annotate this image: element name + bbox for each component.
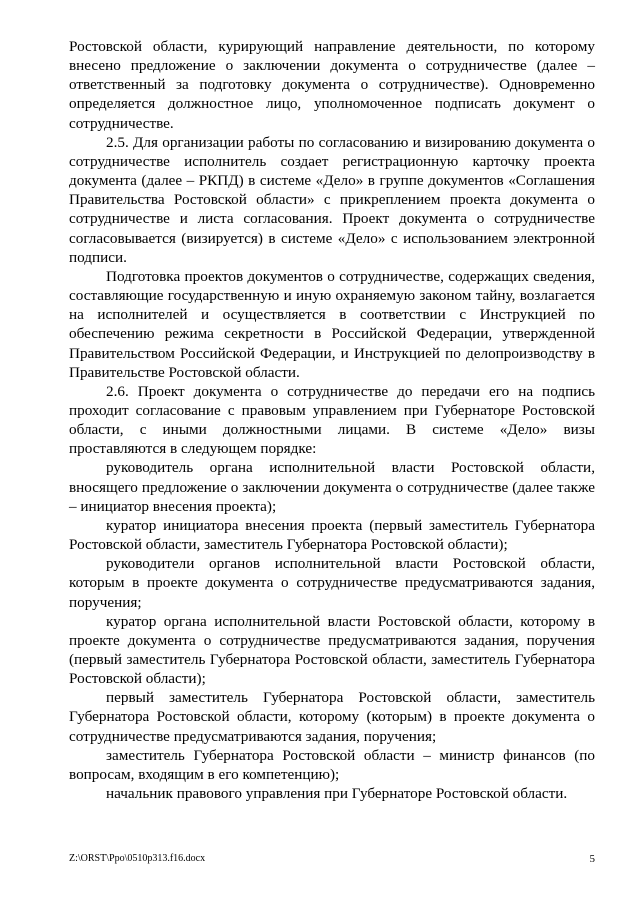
page-number: 5 (589, 853, 595, 865)
document-body (69, 37, 595, 803)
paragraph: 2.6. Проект документа о сотрудничестве до передачи его на подпись проходит согласование с правовым управлением при Губернаторе Ростовской области, с иными должностными лицами. В системе «Дело» визы проставляются в следующем порядке: (69, 382, 595, 458)
paragraph: руководитель органа исполнительной власти Ростовской области, вносящего предложение о заключении документа о сотрудничестве (далее также – инициатор внесения проекта); (69, 459, 595, 515)
paragraph: куратор органа исполнительной власти Ростовской области, которому в проекте документа о сотрудничестве предусматриваются задания, поручения (первый заместитель Губернатора Ростовской области, заместитель Губернатора Ростовской области); (69, 612, 595, 688)
paragraph: Подготовка проектов документов о сотрудничестве, содержащих сведения, составляющие государственную и иную охраняемую законом тайну, возлагается на исполнителей и осуществляется в соответствии с Инструкцией по обеспечению режима секретности в Российской Федерации, утвержденной Правительством Российской Федерации, и Инструкцией по делопроизводству в Правительстве Ростовской области. (69, 267, 595, 381)
footer-file-path: Z:\ORST\Ppo\0510p313.f16.docx (69, 853, 206, 864)
paragraph: начальник правового управления при Губернаторе Ростовской области. (106, 785, 568, 803)
paragraph: Ростовской области, курирующий направление деятельности, по которому внесено предложение о заключении документа о сотрудничестве (далее – ответственный за подготовку документа о сотрудничестве). Одновременно определяется должностное лицо, уполномоченное подписать документ о сотрудничестве. (69, 38, 595, 132)
paragraph: руководители органов исполнительной власти Ростовской области, которым в проекте документа о сотрудничестве предусматриваются задания, поручения; (69, 555, 595, 611)
paragraph: первый заместитель Губернатора Ростовской области, заместитель Губернатора Ростовской области, которому (которым) в проекте документа о сотрудничестве предусматриваются задания, поручения; (69, 689, 595, 745)
paragraph: 2.5. Для организации работы по согласованию и визированию документа о сотрудничестве исполнитель создает регистрационную карточку проекта документа (далее – РКПД) в системе «Дело» в группе документов «Соглашения Правительства Ростовской области» с прикреплением проекта документа о сотрудничестве и листа согласования. Проект документа о сотрудничестве согласовывается (визируется) в системе «Дело» с использованием электронной подписи. (69, 133, 595, 266)
paragraph: куратор инициатора внесения проекта (первый заместитель Губернатора Ростовской области, заместитель Губернатора Ростовской области); (69, 516, 595, 554)
paragraph: заместитель Губернатора Ростовской области – министр финансов (по вопросам, входящим в его компетенцию); (69, 746, 595, 783)
